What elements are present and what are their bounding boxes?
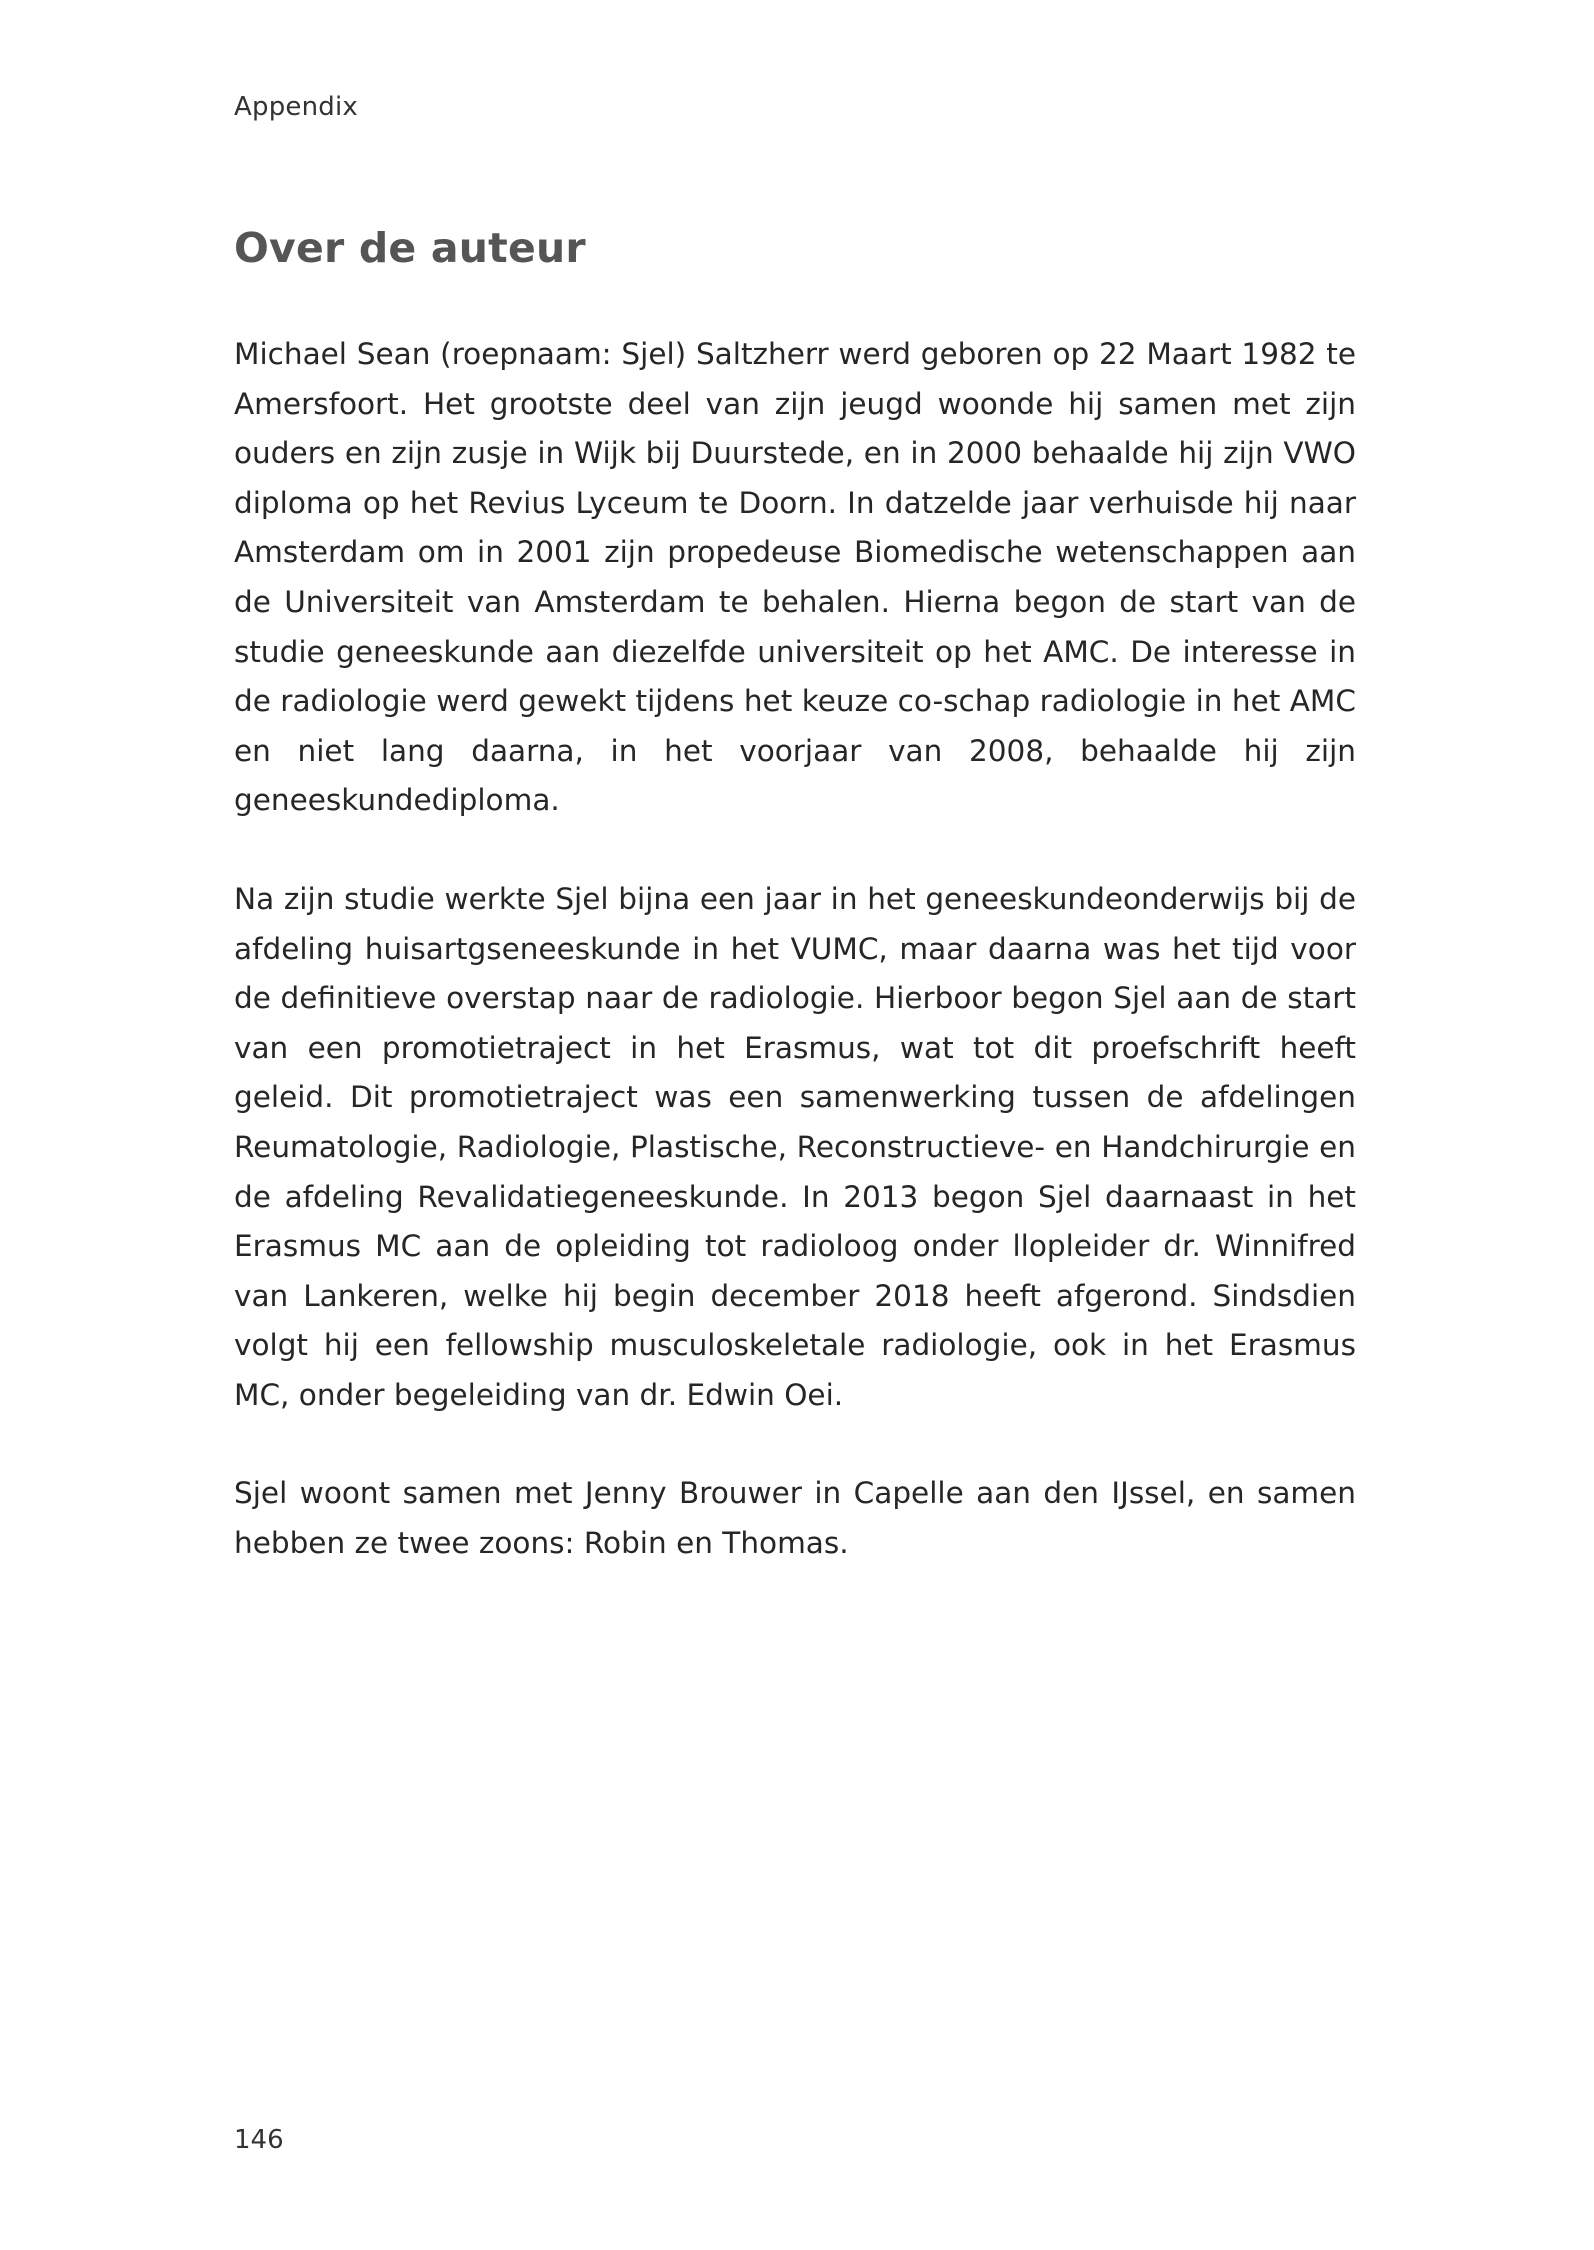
section-title: Over de auteur <box>234 224 586 272</box>
body-text <box>234 330 1356 1618</box>
paragraph-1: Michael Sean (roepnaam: Sjel) Saltzherr werd geboren op 22 Maart 1982 te Amersfoort. Het grootste deel van zijn jeugd woonde hij samen met zijn ouders en zijn zusje in Wijk bij Duurstede, en in 2000 behaalde hij zijn VWO diploma op het Revius Lyceum te Doorn. In datzelde jaar verhuisde hij naar Amsterdam om in 2001 zijn propedeuse Biomedische wetenschappen aan de Universiteit van Amsterdam te behalen. Hierna begon de start van de studie geneeskunde aan diezelfde universiteit op het AMC. De interesse in de radiologie werd gewekt tijdens het keuze co-schap radiologie in het AMC en niet lang daarna, in het voorjaar van 2008, behaalde hij zijn geneeskundediploma. <box>234 337 1356 818</box>
page-number: 146 <box>234 2125 284 2155</box>
paragraph-3: Sjel woont samen met Jenny Brouwer in Capelle aan den IJssel, en samen hebben ze twee zoons: Robin en Thomas. <box>234 1476 1356 1561</box>
paragraph-2: Na zijn studie werkte Sjel bijna een jaar in het geneeskundeonderwijs bij de afdeling huisartgseneeskunde in het VUMC, maar daarna was het tijd voor de definitieve overstap naar de radiologie. Hierboor begon Sjel aan de start van een promotietraject in het Erasmus, wat tot dit proefschrift heeft geleid. Dit promotietraject was een samenwerking tussen de afdelingen Reumatologie, Radiologie, Plastische, Reconstructieve- en Handchirurgie en de afdeling Revalidatiegeneeskunde. In 2013 begon Sjel daarnaast in het Erasmus MC aan de opleiding tot radioloog onder llopleider dr. Winnifred van Lankeren, welke hij begin december 2018 heeft afgerond. Sindsdien volgt hij een fellowship musculoskeletale radiologie, ook in het Erasmus MC, onder begeleiding van dr. Edwin Oei. <box>234 881 1356 1412</box>
running-header: Appendix <box>234 92 358 122</box>
